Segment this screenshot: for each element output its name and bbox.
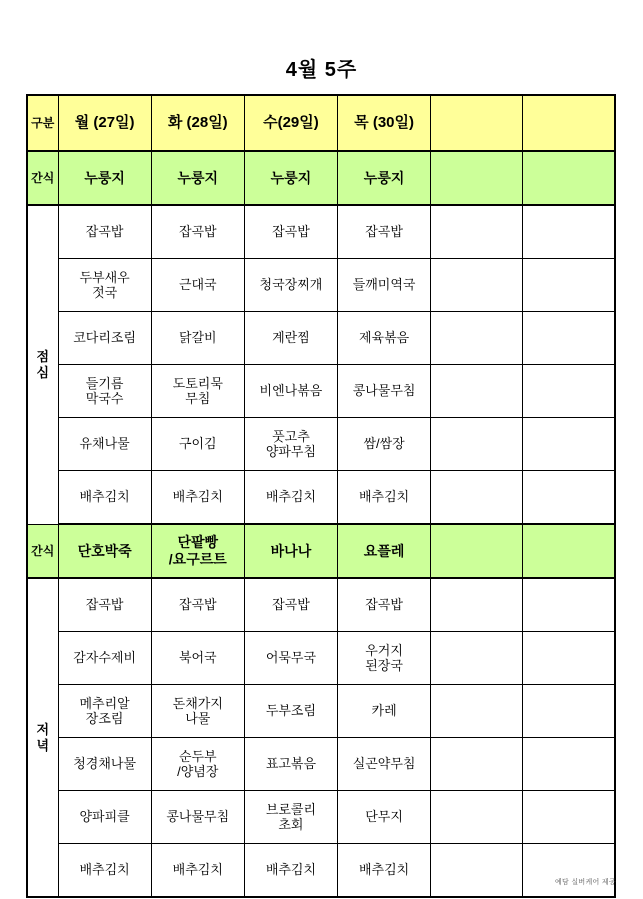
dinner-cell-r6-wed: 배추김치 bbox=[244, 844, 337, 898]
dinner-cell-r4-blank-1 bbox=[431, 738, 523, 791]
dinner-cell-r2-wed: 어묵무국 bbox=[244, 632, 337, 685]
dinner-cell-r1-thu: 잡곡밥 bbox=[338, 578, 431, 632]
dinner-cell-r4-mon: 청경채나물 bbox=[58, 738, 151, 791]
snack-afternoon-blank-2 bbox=[523, 524, 615, 578]
dinner-label-char-1: 저 bbox=[36, 722, 50, 738]
page-title: 4월 5주 bbox=[285, 59, 358, 81]
lunch-label-vertical-text bbox=[30, 349, 56, 380]
snack-morning-blank-2 bbox=[523, 151, 615, 205]
dinner-cell-r2-mon: 감자수제비 bbox=[58, 632, 151, 685]
lunch-block-label bbox=[27, 205, 58, 524]
snack-morning-wed: 누룽지 bbox=[244, 151, 337, 205]
dinner-cell-r2-blank-2 bbox=[523, 632, 615, 685]
snack-morning-blank-1 bbox=[431, 151, 523, 205]
lunch-cell-r1-tue: 잡곡밥 bbox=[151, 205, 244, 259]
lunch-cell-r4-blank-2 bbox=[523, 365, 615, 418]
lunch-cell-r6-tue: 배추김치 bbox=[151, 471, 244, 525]
dinner-cell-r2-blank-1 bbox=[431, 632, 523, 685]
snack-morning-row bbox=[27, 151, 615, 205]
provider-credit: 예담 실버케어 제공 bbox=[555, 879, 616, 886]
lunch-cell-r1-mon: 잡곡밥 bbox=[58, 205, 151, 259]
lunch-label-char-2: 심 bbox=[36, 364, 50, 380]
dinner-row-3 bbox=[27, 685, 615, 738]
snack-afternoon-blank-1 bbox=[431, 524, 523, 578]
dinner-row-4 bbox=[27, 738, 615, 791]
dinner-cell-r1-blank-1 bbox=[431, 578, 523, 632]
lunch-row-1 bbox=[27, 205, 615, 259]
dinner-cell-r6-blank-2 bbox=[523, 844, 615, 898]
lunch-cell-r2-mon: 두부새우 젓국 bbox=[58, 259, 151, 312]
lunch-cell-r3-wed: 계란찜 bbox=[244, 312, 337, 365]
lunch-cell-r4-wed: 비엔나볶음 bbox=[244, 365, 337, 418]
header-label-cell: 구분 bbox=[27, 95, 58, 151]
dinner-cell-r4-blank-2 bbox=[523, 738, 615, 791]
dinner-cell-r2-tue: 북어국 bbox=[151, 632, 244, 685]
dinner-cell-r5-blank-2 bbox=[523, 791, 615, 844]
table-header-row bbox=[27, 95, 615, 151]
dinner-row-5 bbox=[27, 791, 615, 844]
lunch-cell-r5-tue: 구이김 bbox=[151, 418, 244, 471]
lunch-cell-r6-blank-2 bbox=[523, 471, 615, 525]
dinner-cell-r1-blank-2 bbox=[523, 578, 615, 632]
lunch-cell-r1-blank-2 bbox=[523, 205, 615, 259]
lunch-cell-r3-mon: 코다리조림 bbox=[58, 312, 151, 365]
lunch-cell-r2-thu: 들깨미역국 bbox=[338, 259, 431, 312]
header-day-blank-1 bbox=[431, 95, 523, 151]
dinner-block-label bbox=[27, 578, 58, 897]
lunch-row-3 bbox=[27, 312, 615, 365]
lunch-cell-r2-tue: 근대국 bbox=[151, 259, 244, 312]
lunch-cell-r3-tue: 닭갈비 bbox=[151, 312, 244, 365]
lunch-cell-r6-mon: 배추김치 bbox=[58, 471, 151, 525]
lunch-cell-r5-wed: 풋고추 양파무침 bbox=[244, 418, 337, 471]
lunch-cell-r2-blank-2 bbox=[523, 259, 615, 312]
dinner-cell-r6-tue: 배추김치 bbox=[151, 844, 244, 898]
dinner-cell-r5-tue: 콩나물무침 bbox=[151, 791, 244, 844]
dinner-cell-r4-wed: 표고볶음 bbox=[244, 738, 337, 791]
dinner-cell-r6-blank-1 bbox=[431, 844, 523, 898]
lunch-cell-r5-blank-1 bbox=[431, 418, 523, 471]
header-day-thu: 목 (30일) bbox=[338, 95, 431, 151]
lunch-cell-r4-thu: 콩나물무침 bbox=[338, 365, 431, 418]
dinner-cell-r6-mon: 배추김치 bbox=[58, 844, 151, 898]
lunch-cell-r4-mon: 들기름 막국수 bbox=[58, 365, 151, 418]
lunch-cell-r5-mon: 유채나물 bbox=[58, 418, 151, 471]
dinner-row-6 bbox=[27, 844, 615, 898]
lunch-cell-r6-blank-1 bbox=[431, 471, 523, 525]
lunch-cell-r4-tue: 도토리묵 무침 bbox=[151, 365, 244, 418]
header-day-mon: 월 (27일) bbox=[58, 95, 151, 151]
snack-afternoon-mon: 단호박죽 bbox=[58, 524, 151, 578]
dinner-cell-r3-thu: 카레 bbox=[338, 685, 431, 738]
weekly-menu-table bbox=[26, 94, 616, 898]
dinner-label-vertical-text bbox=[30, 722, 56, 753]
dinner-row-1 bbox=[27, 578, 615, 632]
dinner-cell-r3-mon: 메추리알 장조림 bbox=[58, 685, 151, 738]
lunch-cell-r1-thu: 잡곡밥 bbox=[338, 205, 431, 259]
lunch-cell-r1-wed: 잡곡밥 bbox=[244, 205, 337, 259]
lunch-cell-r3-thu: 제육볶음 bbox=[338, 312, 431, 365]
header-day-wed: 수(29일) bbox=[244, 95, 337, 151]
dinner-cell-r1-mon: 잡곡밥 bbox=[58, 578, 151, 632]
lunch-cell-r3-blank-1 bbox=[431, 312, 523, 365]
snack-afternoon-row bbox=[27, 524, 615, 578]
lunch-cell-r4-blank-1 bbox=[431, 365, 523, 418]
dinner-cell-r4-thu: 실곤약무침 bbox=[338, 738, 431, 791]
dinner-cell-r4-tue: 순두부 /양념장 bbox=[151, 738, 244, 791]
snack-morning-mon: 누룽지 bbox=[58, 151, 151, 205]
snack-morning-label: 간식 bbox=[27, 151, 58, 205]
lunch-cell-r2-blank-1 bbox=[431, 259, 523, 312]
lunch-cell-r6-wed: 배추김치 bbox=[244, 471, 337, 525]
dinner-row-2 bbox=[27, 632, 615, 685]
weekly-menu-table-container bbox=[26, 94, 616, 898]
dinner-cell-r3-blank-2 bbox=[523, 685, 615, 738]
lunch-cell-r5-blank-2 bbox=[523, 418, 615, 471]
dinner-cell-r5-blank-1 bbox=[431, 791, 523, 844]
lunch-cell-r5-thu: 쌈/쌈장 bbox=[338, 418, 431, 471]
lunch-cell-r6-thu: 배추김치 bbox=[338, 471, 431, 525]
snack-morning-tue: 누룽지 bbox=[151, 151, 244, 205]
header-day-blank-2 bbox=[523, 95, 615, 151]
dinner-cell-r3-tue: 돈채가지 나물 bbox=[151, 685, 244, 738]
dinner-cell-r5-wed: 브로콜리 초회 bbox=[244, 791, 337, 844]
snack-afternoon-wed: 바나나 bbox=[244, 524, 337, 578]
snack-afternoon-tue: 단팥빵 /요구르트 bbox=[151, 524, 244, 578]
dinner-cell-r2-thu: 우거지 된장국 bbox=[338, 632, 431, 685]
dinner-label-char-2: 녁 bbox=[36, 737, 50, 753]
header-day-tue: 화 (28일) bbox=[151, 95, 244, 151]
lunch-row-5 bbox=[27, 418, 615, 471]
dinner-cell-r3-wed: 두부조림 bbox=[244, 685, 337, 738]
lunch-label-char-1: 점 bbox=[36, 349, 50, 365]
dinner-cell-r1-wed: 잡곡밥 bbox=[244, 578, 337, 632]
snack-afternoon-label: 간식 bbox=[27, 524, 58, 578]
snack-morning-thu: 누룽지 bbox=[338, 151, 431, 205]
dinner-cell-r5-thu: 단무지 bbox=[338, 791, 431, 844]
lunch-row-2 bbox=[27, 259, 615, 312]
dinner-cell-r6-thu: 배추김치 bbox=[338, 844, 431, 898]
lunch-cell-r3-blank-2 bbox=[523, 312, 615, 365]
dinner-cell-r1-tue: 잡곡밥 bbox=[151, 578, 244, 632]
lunch-cell-r1-blank-1 bbox=[431, 205, 523, 259]
lunch-cell-r2-wed: 청국장찌개 bbox=[244, 259, 337, 312]
dinner-cell-r3-blank-1 bbox=[431, 685, 523, 738]
lunch-row-4 bbox=[27, 365, 615, 418]
dinner-cell-r5-mon: 양파피클 bbox=[58, 791, 151, 844]
snack-afternoon-thu: 요플레 bbox=[338, 524, 431, 578]
lunch-row-6 bbox=[27, 471, 615, 525]
